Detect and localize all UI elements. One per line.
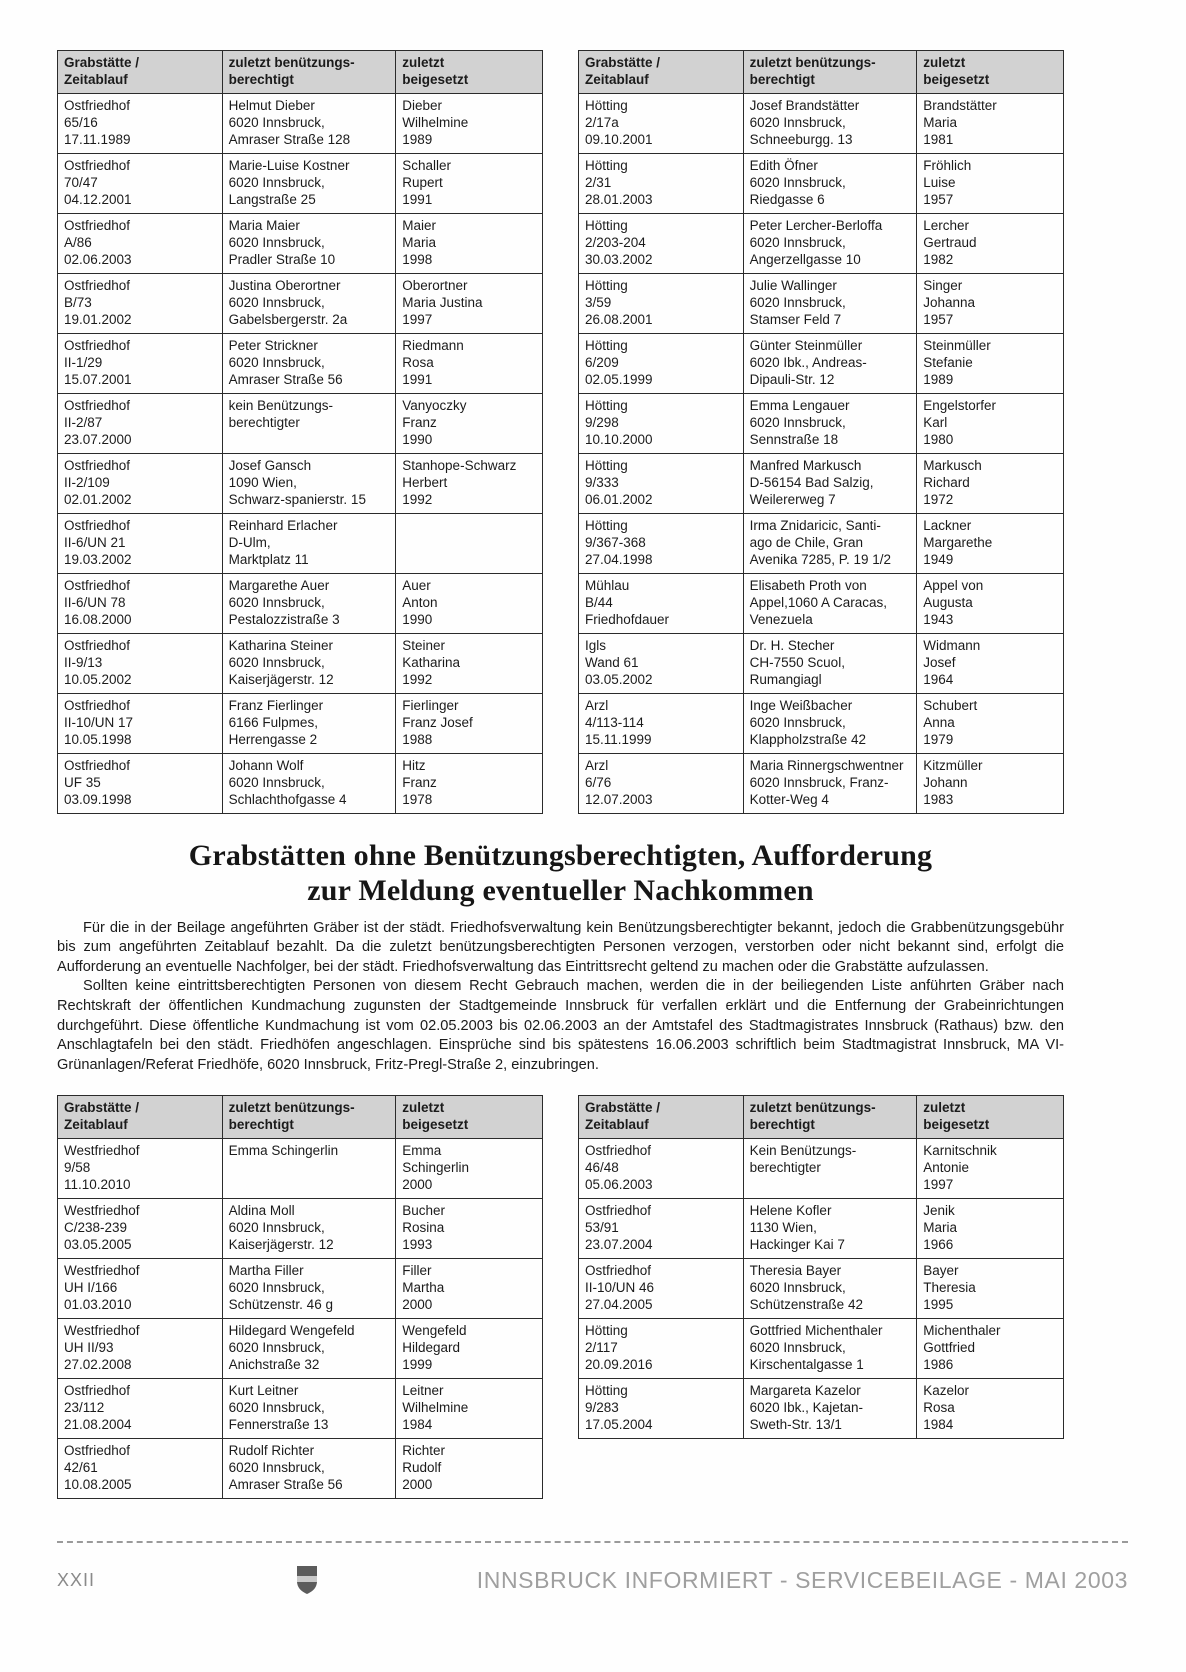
table-cell: Margareta Kazelor 6020 Ibk., Kajetan- Sweth-Str. 13/1 [743,1379,917,1439]
table-row [579,694,1064,754]
table-row [58,394,543,454]
table-cell: Jenik Maria 1966 [917,1199,1064,1259]
table-cell: Josef Gansch 1090 Wien, Schwarz-spanierstr. 15 [222,454,396,514]
table-cell: Martha Filler 6020 Innsbruck, Schützenstr. 46 g [222,1259,396,1319]
table-row [58,274,543,334]
column-header: zuletzt benützungs- berechtigt [743,1096,917,1139]
table-cell: Ostfriedhof 65/16 17.11.1989 [58,94,223,154]
table-cell: Hötting 2/17a 09.10.2001 [579,94,744,154]
table-row [58,214,543,274]
table-row [579,274,1064,334]
table-row [579,514,1064,574]
page-title-line-1: Grabstätten ohne Benützungsberechtigten, Aufforderung [188,839,933,872]
table-row [58,94,543,154]
table-cell: Westfriedhof UH II/93 27.02.2008 [58,1319,223,1379]
table-cell: Ostfriedhof II-6/UN 21 19.03.2002 [58,514,223,574]
table-cell: Marie-Luise Kostner 6020 Innsbruck, Langstraße 25 [222,154,396,214]
table-row [58,1139,543,1199]
table-row [58,574,543,634]
table-cell: Lackner Margarethe 1949 [917,514,1064,574]
table-row [58,1199,543,1259]
table-cell: Emma Lengauer 6020 Innsbruck, Sennstraße 18 [743,394,917,454]
table-cell: Ostfriedhof 46/48 05.06.2003 [579,1139,744,1199]
table-cell: Kazelor Rosa 1984 [917,1379,1064,1439]
table-cell: Richter Rudolf 2000 [396,1439,543,1499]
table-cell: Steiner Katharina 1992 [396,634,543,694]
grave-table-bottom-right [578,1095,1064,1439]
table-cell: Hitz Franz 1978 [396,754,543,814]
table-cell: Hildegard Wengefeld 6020 Innsbruck, Anichstraße 32 [222,1319,396,1379]
table-row [579,1259,1064,1319]
table-cell: Inge Weißbacher 6020 Innsbruck, Klappholzstraße 42 [743,694,917,754]
table-cell: Ostfriedhof 42/61 10.08.2005 [58,1439,223,1499]
table-cell: Günter Steinmüller 6020 Ibk., Andreas- Dipauli-Str. 12 [743,334,917,394]
table-cell: Hötting 2/203-204 30.03.2002 [579,214,744,274]
table-cell: Helmut Dieber 6020 Innsbruck, Amraser Straße 128 [222,94,396,154]
column-header: Grabstätte / Zeitablauf [579,51,744,94]
table-cell: Bucher Rosina 1993 [396,1199,543,1259]
table-cell: Josef Brandstätter 6020 Innsbruck, Schneeburgg. 13 [743,94,917,154]
table-cell: Hötting 2/117 20.09.2016 [579,1319,744,1379]
table-cell: Rudolf Richter 6020 Innsbruck, Amraser Straße 56 [222,1439,396,1499]
table-cell: Hötting 9/298 10.10.2000 [579,394,744,454]
table-cell: Westfriedhof 9/58 11.10.2010 [58,1139,223,1199]
table-cell: Helene Kofler 1130 Wien, Hackinger Kai 7 [743,1199,917,1259]
table-cell: Karnitschnik Antonie 1997 [917,1139,1064,1199]
table-cell: Ostfriedhof II-9/13 10.05.2002 [58,634,223,694]
table-row [579,1199,1064,1259]
table-cell: Auer Anton 1990 [396,574,543,634]
table-cell: Brandstätter Maria 1981 [917,94,1064,154]
table-cell: Lercher Gertraud 1982 [917,214,1064,274]
table-cell: Ostfriedhof UF 35 03.09.1998 [58,754,223,814]
table-cell: Ostfriedhof II-10/UN 46 27.04.2005 [579,1259,744,1319]
table-cell: Hötting 9/367-368 27.04.1998 [579,514,744,574]
bottom-tables-row [57,1095,1064,1499]
table-cell: Ostfriedhof 23/112 21.08.2004 [58,1379,223,1439]
column-header: Grabstätte / Zeitablauf [58,51,223,94]
table-cell: Ostfriedhof II-10/UN 17 10.05.1998 [58,694,223,754]
table-row [58,334,543,394]
table-cell: Fröhlich Luise 1957 [917,154,1064,214]
table-row [579,754,1064,814]
table-cell: Steinmüller Stefanie 1989 [917,334,1064,394]
table-cell: Hötting 3/59 26.08.2001 [579,274,744,334]
page-title [57,838,1064,909]
table-cell: Westfriedhof C/238-239 03.05.2005 [58,1199,223,1259]
table-row [58,1319,543,1379]
table-cell: Ostfriedhof 53/91 23.07.2004 [579,1199,744,1259]
table-header-row [58,1096,543,1139]
table-cell: Margarethe Auer 6020 Innsbruck, Pestalozzistraße 3 [222,574,396,634]
top-tables-row [57,50,1064,814]
table-row [58,754,543,814]
table-cell: Bayer Theresia 1995 [917,1259,1064,1319]
table-cell: Vanyoczky Franz 1990 [396,394,543,454]
table-cell: Wengefeld Hildegard 1999 [396,1319,543,1379]
table-cell: Ostfriedhof II-6/UN 78 16.08.2000 [58,574,223,634]
table-cell: Fierlinger Franz Josef 1988 [396,694,543,754]
table-cell: Johann Wolf 6020 Innsbruck, Schlachthofgasse 4 [222,754,396,814]
table-row [58,454,543,514]
grave-table-bottom-left [57,1095,543,1499]
table-row [579,214,1064,274]
column-header: Grabstätte / Zeitablauf [58,1096,223,1139]
table-cell: Ostfriedhof B/73 19.01.2002 [58,274,223,334]
table-cell: Appel von Augusta 1943 [917,574,1064,634]
table-row [579,1319,1064,1379]
table-cell: Emma Schingerlin [222,1139,396,1199]
table-cell: Schubert Anna 1979 [917,694,1064,754]
table-cell: Engelstorfer Karl 1980 [917,394,1064,454]
table-cell: Irma Znidaricic, Santi- ago de Chile, Gran Avenika 7285, P. 19 1/2 [743,514,917,574]
table-cell: Dr. H. Stecher CH-7550 Scuol, Rumangiagl [743,634,917,694]
table-cell: Ostfriedhof II-2/109 02.01.2002 [58,454,223,514]
column-header: zuletzt beigesetzt [917,51,1064,94]
page-footer [0,1543,1186,1595]
table-row [579,574,1064,634]
table-cell: Westfriedhof UH I/166 01.03.2010 [58,1259,223,1319]
table-header-row [58,51,543,94]
table-row [58,634,543,694]
table-cell: Widmann Josef 1964 [917,634,1064,694]
table-cell: kein Benützungs- berechtigter [222,394,396,454]
table-row [579,394,1064,454]
table-row [579,334,1064,394]
table-cell: Edith Öfner 6020 Innsbruck, Riedgasse 6 [743,154,917,214]
table-cell: Kitzmüller Johann 1983 [917,754,1064,814]
table-cell: Emma Schingerlin 2000 [396,1139,543,1199]
grave-table-top-left [57,50,543,814]
table-cell: Theresia Bayer 6020 Innsbruck, Schützenstraße 42 [743,1259,917,1319]
table-cell: Mühlau B/44 Friedhofdauer [579,574,744,634]
table-cell: Ostfriedhof 70/47 04.12.2001 [58,154,223,214]
table-header-row [579,51,1064,94]
table-cell: Filler Martha 2000 [396,1259,543,1319]
table-cell: Peter Strickner 6020 Innsbruck, Amraser Straße 56 [222,334,396,394]
table-row [579,1139,1064,1199]
column-header: zuletzt beigesetzt [396,51,543,94]
page-number: XXII [57,1569,96,1590]
table-cell: Hötting 9/283 17.05.2004 [579,1379,744,1439]
table-cell: Katharina Steiner 6020 Innsbruck, Kaiserjägerstr. 12 [222,634,396,694]
table-cell: Manfred Markusch D-56154 Bad Salzig, Weilererweg 7 [743,454,917,514]
table-cell: Franz Fierlinger 6166 Fulpmes, Herrengasse 2 [222,694,396,754]
table-row [58,514,543,574]
table-row [579,94,1064,154]
table-cell: Hötting 2/31 28.01.2003 [579,154,744,214]
table-row [58,1259,543,1319]
table-row [579,454,1064,514]
table-cell: Oberortner Maria Justina 1997 [396,274,543,334]
column-header: Grabstätte / Zeitablauf [579,1096,744,1139]
table-cell [396,514,543,574]
table-cell: Ostfriedhof II-2/87 23.07.2000 [58,394,223,454]
table-cell: Michenthaler Gottfried 1986 [917,1319,1064,1379]
table-cell: Kurt Leitner 6020 Innsbruck, Fennerstraße 13 [222,1379,396,1439]
table-row [58,1379,543,1439]
table-row [579,1379,1064,1439]
column-header: zuletzt beigesetzt [396,1096,543,1139]
table-cell: Hötting 9/333 06.01.2002 [579,454,744,514]
table-cell: Julie Wallinger 6020 Innsbruck, Stamser Feld 7 [743,274,917,334]
table-cell: Maier Maria 1998 [396,214,543,274]
notice-paragraph-2: Sollten keine eintrittsberechtigten Personen von diesem Recht Gebrauch machen, werden die in der beiliegenden Liste anführten Gräber nach Rechtskraft der öffentlichen Kundmachung zugunsten der Stadtgemeinde Innsbruck für verfallen erklärt und die Entfernung der Grabeinrichtungen durchgeführt. Diese öffentliche Kundmachung ist vom 02.05.2003 bis 02.06.2003 an der Amtstafel des Stadtmagistrates Innsbruck (Rathaus) bzw. den Anschlagtafeln bei den städt. Friedhöfen angeschlagen. Einsprüche sind bis spätestens 16.06.2003 schriftlich beim Stadtmagistrat Innsbruck, MA VI-Grünanlagen/Referat Friedhöfe, 6020 Innsbruck, Fritz-Pregl-Straße 2, einzubringen. [57,978,1064,1073]
page-title-line-2: zur Meldung eventueller Nachkommen [307,874,814,908]
table-cell: Arzl 4/113-114 15.11.1999 [579,694,744,754]
table-cell: Gottfried Michenthaler 6020 Innsbruck, Kirschentalgasse 1 [743,1319,917,1379]
table-cell: Schaller Rupert 1991 [396,154,543,214]
table-cell: Maria Maier 6020 Innsbruck, Pradler Straße 10 [222,214,396,274]
notice-text [57,919,1064,1075]
column-header: zuletzt benützungs- berechtigt [222,1096,396,1139]
column-header: zuletzt benützungs- berechtigt [743,51,917,94]
table-cell: Elisabeth Proth von Appel,1060 A Caracas, Venezuela [743,574,917,634]
table-row [579,154,1064,214]
table-row [58,1439,543,1499]
column-header: zuletzt beigesetzt [917,1096,1064,1139]
table-cell: Maria Rinnergschwentner 6020 Innsbruck, Franz- Kotter-Weg 4 [743,754,917,814]
table-cell: Igls Wand 61 03.05.2002 [579,634,744,694]
innsbruck-crest-icon [295,1565,319,1595]
table-cell: Reinhard Erlacher D-Ulm, Marktplatz 11 [222,514,396,574]
table-cell: Kein Benützungs- berechtigter [743,1139,917,1199]
grave-table-top-right [578,50,1064,814]
table-cell: Arzl 6/76 12.07.2003 [579,754,744,814]
table-cell: Singer Johanna 1957 [917,274,1064,334]
notice-paragraph-1: Für die in der Beilage angeführten Gräber ist der städt. Friedhofsverwaltung kein Benützungsberechtigter bekannt, jedoch die Grabbenützungsgebühr bis zum angeführten Zeitablauf bezahlt. Da die zuletzt benützungsberechtigten Personen verzogen, verstorben oder nicht bekannt sind, erfolgt die Aufforderung an eventuelle Nachfolger, bei der städt. Friedhofsverwaltung das Eintrittsrecht geltend zu machen oder die Grabstätte aufzulassen. [57,919,1064,975]
table-row [58,694,543,754]
table-cell: Aldina Moll 6020 Innsbruck, Kaiserjägerstr. 12 [222,1199,396,1259]
table-row [579,634,1064,694]
table-cell: Peter Lercher-Berloffa 6020 Innsbruck, Angerzellgasse 10 [743,214,917,274]
column-header: zuletzt benützungs- berechtigt [222,51,396,94]
table-cell: Leitner Wilhelmine 1984 [396,1379,543,1439]
table-cell: Justina Oberortner 6020 Innsbruck, Gabelsbergerstr. 2a [222,274,396,334]
table-cell: Riedmann Rosa 1991 [396,334,543,394]
table-header-row [579,1096,1064,1139]
table-cell: Stanhope-Schwarz Herbert 1992 [396,454,543,514]
table-cell: Hötting 6/209 02.05.1999 [579,334,744,394]
table-cell: Ostfriedhof II-1/29 15.07.2001 [58,334,223,394]
table-cell: Dieber Wilhelmine 1989 [396,94,543,154]
table-row [58,154,543,214]
table-cell: Ostfriedhof A/86 02.06.2003 [58,214,223,274]
publication-title: INNSBRUCK INFORMIERT - SERVICEBEILAGE - MAI 2003 [476,1566,1128,1593]
table-cell: Markusch Richard 1972 [917,454,1064,514]
